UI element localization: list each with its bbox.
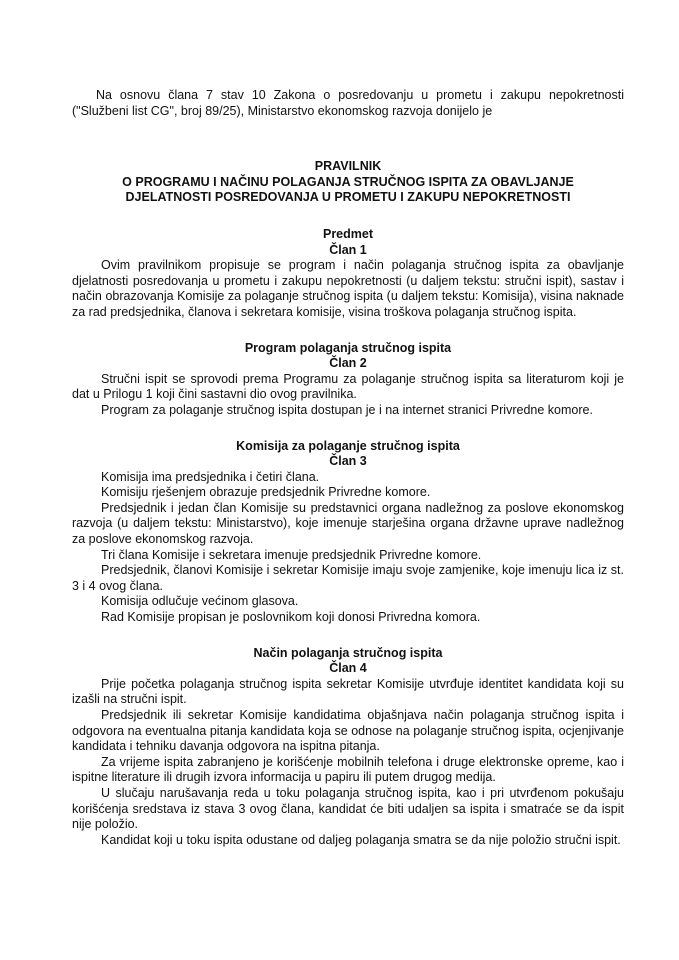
article-paragraph: Predsjednik ili sekretar Komisije kandidatima objašnjava način polaganja stručnog ispita i odgovora na eventualna pitanja kandidata koja se odnose na polaganje stručnog ispita, ocjenjivanje kandidata i tehniku davanja odgovora na ispitna pitanja. (72, 708, 624, 754)
article-number: Član 2 (329, 356, 367, 371)
article-paragraph: Rad Komisije propisan je poslovnikom koji donosi Privredna komora. (101, 610, 481, 625)
article-paragraph: Stručni ispit se sprovodi prema Programu za polaganje stručnog ispita sa literaturom koji je dat u Prilogu 1 koji čini sastavni dio ovog pravilnika. (72, 371, 624, 402)
article-heading: Komisija za polaganje stručnog ispita (236, 438, 460, 453)
document-body (72, 88, 624, 848)
article-4 (72, 646, 624, 849)
title-line-3: DJELATNOSTI POSREDOVANJA U PROMETU I ZAKUPU NEPOKRETNOSTI (125, 190, 571, 205)
article-paragraph: Komisija odlučuje većinom glasova. (101, 594, 299, 609)
article-paragraph: Predsjednik i jedan član Komisije su predstavnici organa nadležnog za poslove ekonomskog razvoja (u daljem tekstu: Ministarstvo), koje imenuje starješina organa državne uprave nadležnog za poslove ekonomskog razvoja. (72, 500, 624, 547)
article-number: Član 3 (329, 454, 367, 469)
article-paragraph: Komisiju rješenjem obrazuje predsjednik Privredne komore. (101, 485, 431, 500)
preamble: Na osnovu člana 7 stav 10 Zakona o posredovanju u prometu i zakupu nepokretnosti ("Službeni list CG", broj 89/25), Ministarstvo ekonomskog razvoja donijelo je (72, 88, 624, 118)
article-paragraph: Za vrijeme ispita zabranjeno je korišćenje mobilnih telefona i druge elektronske opreme, kao i ispitne literature ili drugih izvora informacija u papiru ili putem drugog medija. (72, 754, 624, 785)
article-paragraph: Komisija ima predsjednika i četiri člana. (101, 469, 320, 484)
article-paragraph: Ovim pravilnikom propisuje se program i način polaganja stručnog ispita za obavljanje djelatnosti posredovanja u prometu i zakupu nepokretnosti (u daljem tekstu: stručni ispit), sastav i način obrazovanja Komisije za polaganje stručnog ispita (u daljem tekstu: Komisija), visina naknade za rad predsjednika, članova i sekretara komisije, visina troškova polaganja stručnog ispita. (72, 258, 624, 319)
article-3 (72, 439, 624, 626)
document-title (72, 159, 624, 206)
article-paragraph: Prije početka polaganja stručnog ispita sekretar Komisije utvrđuje identitet kandidata koji su izašli na stručni ispit. (72, 676, 624, 707)
article-paragraph: Program za polaganje stručnog ispita dostupan je i na internet stranici Privredne komore. (101, 402, 593, 417)
article-1 (72, 227, 624, 321)
article-heading: Program polaganja stručnog ispita (244, 340, 452, 355)
article-heading: Predmet (322, 226, 374, 241)
title-line-2: O PROGRAMU I NAČINU POLAGANJA STRUČNOG ISPITA ZA OBAVLJANJE (122, 174, 574, 189)
article-number: Član 1 (329, 242, 367, 257)
article-2 (72, 341, 624, 419)
article-heading: Način polaganja stručnog ispita (253, 645, 443, 660)
title-line-1: PRAVILNIK (314, 159, 382, 174)
article-paragraph: Tri člana Komisije i sekretara imenuje predsjednik Privredne komore. (101, 547, 482, 562)
article-paragraph: Predsjednik, članovi Komisije i sekretar Komisije imaju svoje zamjenike, koje imenuju lica iz st. 3 i 4 ovog člana. (72, 563, 624, 593)
article-number: Član 4 (329, 661, 367, 676)
article-paragraph: Kandidat koji u toku ispita odustane od daljeg polaganja smatra se da nije položio stručni ispit. (101, 832, 621, 847)
article-paragraph: U slučaju narušavanja reda u toku polaganja stručnog ispita, kao i pri utvrđenom pokušaju korišćenja sredstava iz stava 3 ovog člana, kandidat će biti udaljen sa ispita i smatraće se da ispit nije položio. (72, 785, 624, 832)
